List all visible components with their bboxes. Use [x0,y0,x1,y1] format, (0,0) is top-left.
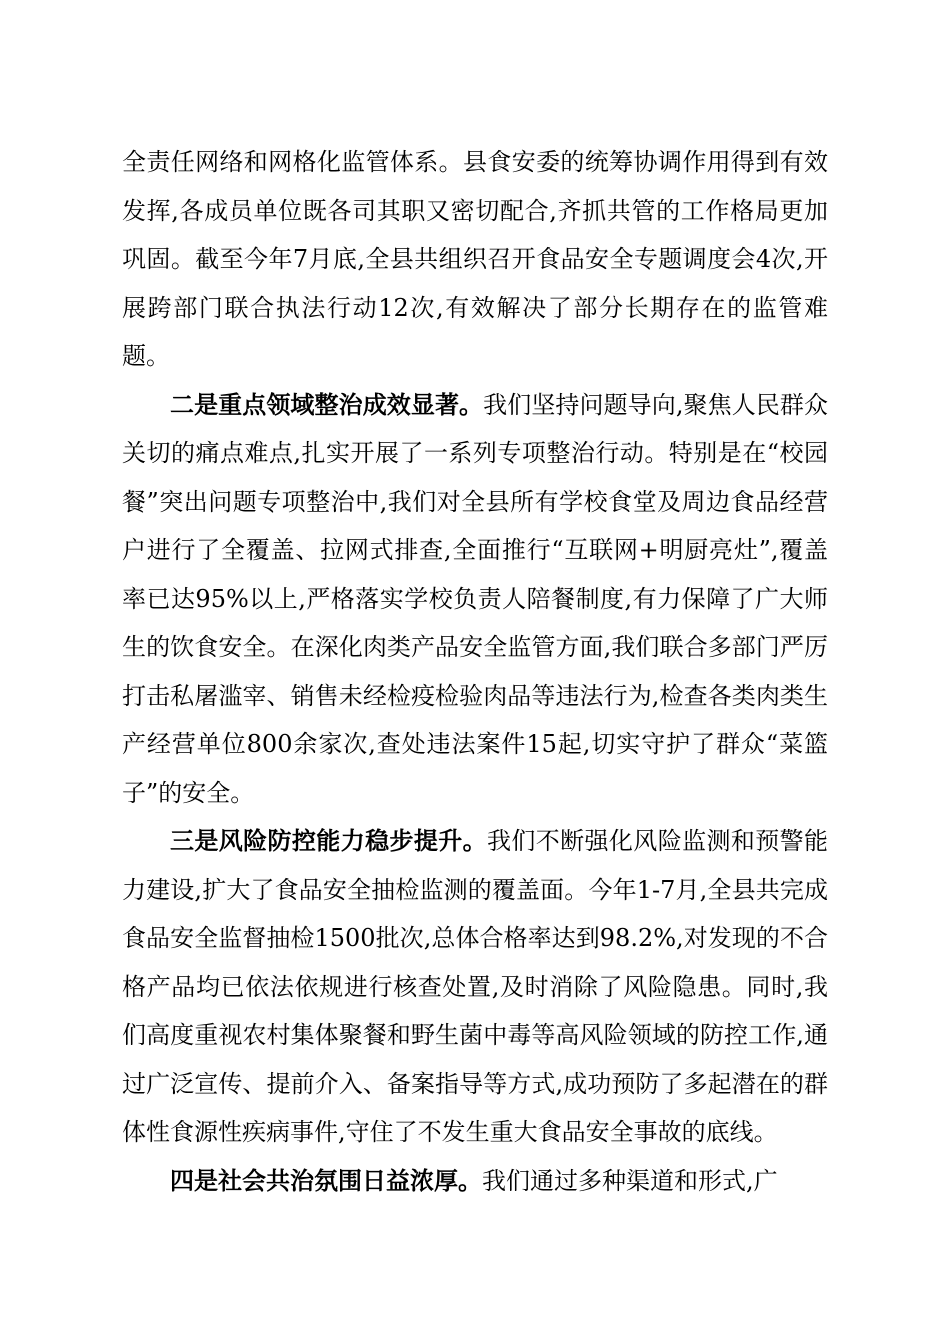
document-body [122,138,828,1205]
paragraph-key-areas [122,381,828,818]
paragraph-social-governance [122,1157,828,1206]
paragraph-heading: 二是重点领域整治成效显著。 [170,389,484,419]
paragraph-body: 全责任网络和网格化监管体系。县食安委的统筹协调作用得到有效发挥,各成员单位既各司其职又密切配合,齐抓共管的工作格局更加巩固。截至今年7月底,全县共组织召开食品安全专题调度会4次,开展跨部门联合执法行动12次,有效解决了部分长期存在的监管难题。 [122,148,828,370]
paragraph-body: 我们坚持问题导向,聚焦人民群众关切的痛点难点,扎实开展了一系列专项整治行动。特别是在“校园餐”突出问题专项整治中,我们对全县所有学校食堂及周边食品经营户进行了全覆盖、拉网式排查,全面推行“互联网+明厨亮灶”,覆盖率已达95%以上,严格落实学校负责人陪餐制度,有力保障了广大师生的饮食安全。在深化肉类产品安全监管方面,我们联合多部门严厉打击私屠滥宰、销售未经检疫检验肉品等违法行为,检查各类肉类生产经营单位800余家次,查处违法案件15起,切实守护了群众“菜篮子”的安全。 [122,390,828,807]
paragraph-body: 我们通过多种渠道和形式,广 [482,1166,778,1195]
paragraph-body: 我们不断强化风险监测和预警能力建设,扩大了食品安全抽检监测的覆盖面。今年1-7月,全县共完成食品安全监督抽检1500批次,总体合格率达到98.2%,对发现的不合格产品均已依法依规进行核查处置,及时消除了风险隐患。同时,我们高度重视农村集体聚餐和野生菌中毒等高风险领域的防控工作,通过广泛宣传、提前介入、备案指导等方式,成功预防了多起潜在的群体性食源性疾病事件,守住了不发生重大食品安全事故的底线。 [122,827,828,1146]
paragraph-heading: 三是风险防控能力稳步提升。 [170,826,487,855]
paragraph-heading: 四是社会共治氛围日益浓厚。 [170,1165,482,1195]
paragraph-risk-control [122,817,828,1157]
paragraph-continuation [122,138,828,381]
